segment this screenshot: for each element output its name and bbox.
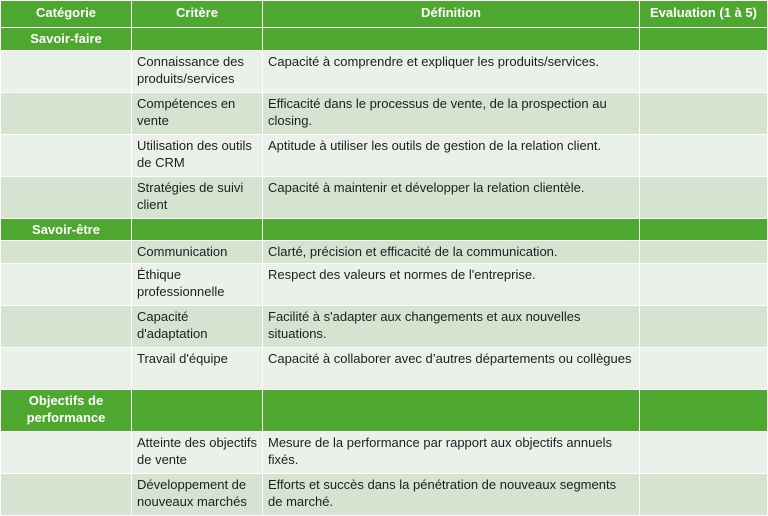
section-empty-cell: [132, 218, 263, 241]
category-cell: [1, 347, 132, 389]
definition-cell: Aptitude à utiliser les outils de gestion de la relation client.: [263, 134, 640, 176]
criterion-cell: Atteinte des objectifs de vente: [132, 431, 263, 473]
evaluation-cell[interactable]: [640, 241, 768, 264]
table-row: [1, 305, 768, 347]
section-row-savoir-faire: [1, 28, 768, 51]
evaluation-cell[interactable]: [640, 347, 768, 389]
section-category: Objectifs de performance: [1, 389, 132, 431]
table-row: [1, 347, 768, 389]
section-empty-cell: [263, 28, 640, 51]
section-category: Savoir-faire: [1, 28, 132, 51]
header-evaluation: Evaluation (1 à 5): [640, 1, 768, 28]
definition-cell: Capacité à collaborer avec d’autres départements ou collègues: [263, 347, 640, 389]
category-cell: [1, 473, 132, 515]
evaluation-cell[interactable]: [640, 134, 768, 176]
definition-cell: Respect des valeurs et normes de l'entreprise.: [263, 263, 640, 305]
header-criterion: Critère: [132, 1, 263, 28]
definition-cell: Efficacité dans le processus de vente, de la prospection au closing.: [263, 92, 640, 134]
evaluation-cell[interactable]: [640, 473, 768, 515]
category-cell: [1, 176, 132, 218]
section-category: Savoir-être: [1, 218, 132, 241]
table-row: [1, 263, 768, 305]
section-empty-cell: [132, 28, 263, 51]
criterion-cell: Capacité d'adaptation: [132, 305, 263, 347]
criterion-cell: Développement de nouveaux marchés: [132, 473, 263, 515]
category-cell: [1, 263, 132, 305]
evaluation-cell[interactable]: [640, 50, 768, 92]
criterion-cell: Éthique professionnelle: [132, 263, 263, 305]
definition-cell: Facilité à s'adapter aux changements et aux nouvelles situations.: [263, 305, 640, 347]
evaluation-cell[interactable]: [640, 263, 768, 305]
table-row: [1, 431, 768, 473]
criterion-cell: Connaissance des produits/services: [132, 50, 263, 92]
evaluation-cell[interactable]: [640, 92, 768, 134]
criterion-cell: Communication: [132, 241, 263, 264]
section-empty-cell: [640, 28, 768, 51]
header-row: [1, 1, 768, 28]
definition-cell: Mesure de la performance par rapport aux objectifs annuels fixés.: [263, 431, 640, 473]
category-cell: [1, 92, 132, 134]
category-cell: [1, 50, 132, 92]
category-cell: [1, 305, 132, 347]
definition-cell: Efforts et succès dans la pénétration de nouveaux segments de marché.: [263, 473, 640, 515]
category-cell: [1, 134, 132, 176]
definition-cell: Capacité à comprendre et expliquer les produits/services.: [263, 50, 640, 92]
table-row: [1, 50, 768, 92]
definition-cell: Clarté, précision et efficacité de la communication.: [263, 241, 640, 264]
criterion-cell: Compétences en vente: [132, 92, 263, 134]
category-cell: [1, 431, 132, 473]
section-empty-cell: [263, 389, 640, 431]
criterion-cell: Stratégies de suivi client: [132, 176, 263, 218]
evaluation-cell[interactable]: [640, 431, 768, 473]
table-row: [1, 241, 768, 264]
section-empty-cell: [640, 218, 768, 241]
table-row: [1, 473, 768, 515]
table-row: [1, 92, 768, 134]
evaluation-cell[interactable]: [640, 305, 768, 347]
header-definition: Définition: [263, 1, 640, 28]
section-row-objectifs: [1, 389, 768, 431]
criterion-cell: Travail d'équipe: [132, 347, 263, 389]
table-row: [1, 134, 768, 176]
section-empty-cell: [640, 389, 768, 431]
header-category: Catégorie: [1, 1, 132, 28]
criterion-cell: Utilisation des outils de CRM: [132, 134, 263, 176]
section-empty-cell: [263, 218, 640, 241]
section-row-savoir-etre: [1, 218, 768, 241]
table-row: [1, 176, 768, 218]
definition-cell: Capacité à maintenir et développer la relation clientèle.: [263, 176, 640, 218]
evaluation-cell[interactable]: [640, 176, 768, 218]
section-empty-cell: [132, 389, 263, 431]
category-cell: [1, 241, 132, 264]
